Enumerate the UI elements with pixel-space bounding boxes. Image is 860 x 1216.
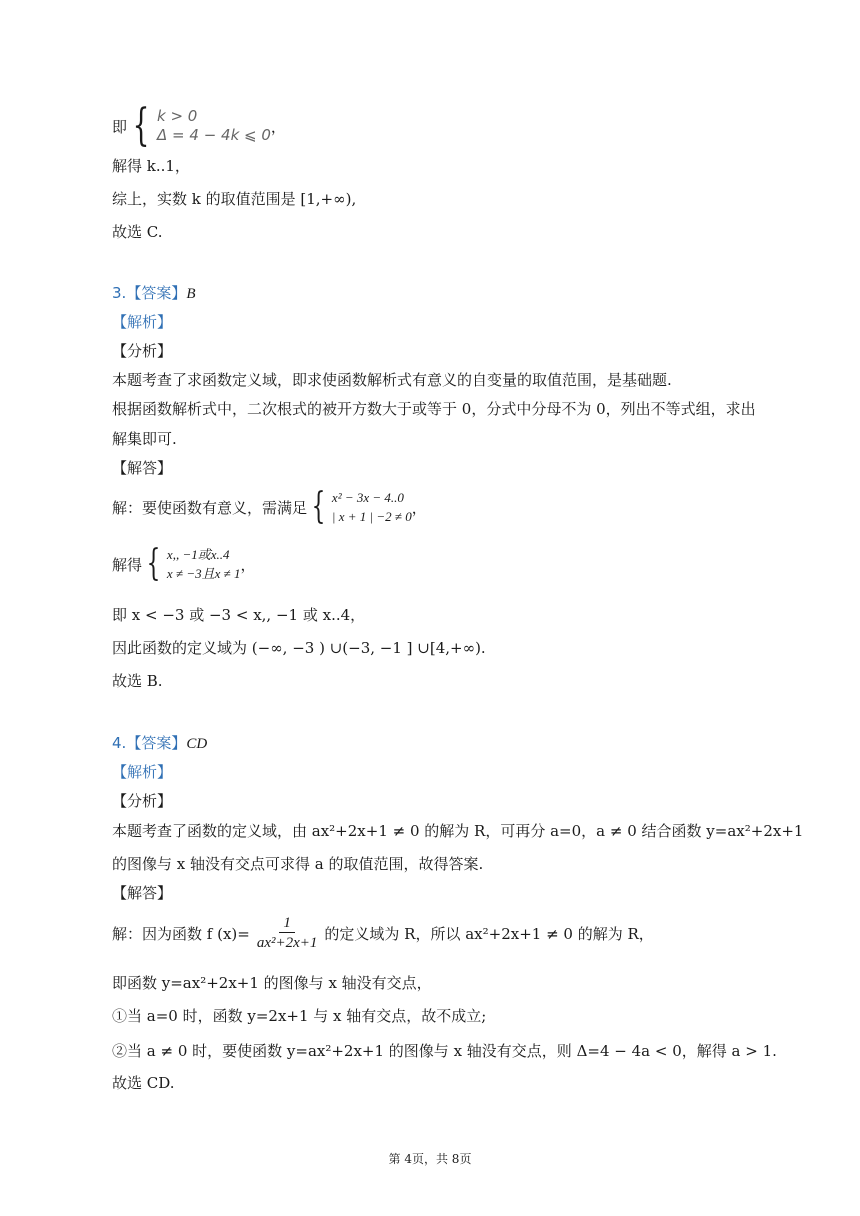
q3-jiexi: 【解析】 [112, 313, 173, 331]
q3-system1 [112, 488, 427, 526]
q4-frac-numerator: 1 [279, 914, 295, 933]
q3-sys1-suffix: ， [411, 498, 427, 517]
intro-prefix: 即 [112, 117, 128, 136]
q4-choose: 故选 CD. [112, 1074, 175, 1092]
q4-number: 4. [112, 734, 127, 752]
q3-sol-prefix: 解：要使函数有意义，需满足 [112, 498, 308, 517]
q4-line2: 即函数 y=ax²+2x+1 的图像与 x 轴没有交点， [112, 974, 432, 992]
q3-system2 [112, 545, 256, 583]
q4-analysis2: 的图像与 x 轴没有交点可求得 a 的取值范围，故得答案. [112, 855, 484, 873]
intro-line4: 故选 C. [112, 223, 163, 241]
q4-solution-line [112, 914, 654, 953]
q4-case2: ②当 a ≠ 0 时，要使函数 y=ax²+2x+1 的图像与 x 轴没有交点，则 Δ=4 − 4a < 0，解得 a > 1. [112, 1042, 777, 1060]
q3-answer-line [112, 282, 196, 305]
q3-line-domain: 因此函数的定义域为 (−∞, −3 ) ∪(−3, −1 ] ∪[4,+∞). [112, 639, 486, 657]
q3-number: 3. [112, 284, 127, 302]
q4-sol-prefix: 解：因为函数 f (x)= [112, 925, 250, 943]
q4-answer-line [112, 732, 207, 755]
q4-jieda: 【解答】 [112, 884, 173, 902]
intro-line2: 解得 k..1， [112, 157, 190, 175]
q3-sys1-row2: | x + 1 | −2 ≠ 0 [331, 509, 412, 524]
page-footer: 第 4页，共 8页 [388, 1152, 472, 1166]
q3-choose: 故选 B. [112, 672, 163, 690]
intro-line3: 综上，实数 k 的取值范围是 [1,+∞), [112, 190, 357, 208]
q4-sol-suffix: 的定义域为 R，所以 ax²+2x+1 ≠ 0 的解为 R， [324, 925, 654, 943]
q4-analysis1: 本题考查了函数的定义域，由 ax²+2x+1 ≠ 0 的解为 R，可再分 a=0，a ≠ 0 结合函数 y=ax²+2x+1 [112, 822, 804, 840]
left-brace: { [146, 543, 161, 584]
q3-system1-rows [332, 488, 412, 526]
left-brace: { [132, 100, 150, 151]
q4-jiexi: 【解析】 [112, 763, 173, 781]
q4-answer: CD [186, 736, 208, 752]
intro-sys-row2: Δ = 4 − 4k ⩽ 0 [157, 126, 271, 144]
q3-jieda: 【解答】 [112, 459, 173, 477]
q3-fenxi: 【分析】 [112, 342, 173, 360]
left-brace: { [311, 486, 326, 527]
q3-sys2-suffix: ， [240, 555, 256, 574]
q3-analysis1: 本题考查了求函数定义域，即求使函数解析式有意义的自变量的取值范围，是基础题. [112, 371, 672, 389]
q3-system2-rows [167, 545, 241, 583]
q3-answer-tag: 【答案】 [126, 284, 187, 302]
q3-sys2-row1: x,, −1或x..4 [166, 547, 230, 562]
q3-sys2-row2: x ≠ −3且x ≠ 1 [166, 566, 241, 581]
q4-answer-tag: 【答案】 [126, 734, 187, 752]
intro-sys-row1: k > 0 [157, 107, 198, 125]
intro-system [112, 100, 286, 151]
q3-line-so: 即 x < −3 或 −3 < x,, −1 或 x..4， [112, 606, 366, 624]
q3-analysis3: 解集即可. [112, 430, 177, 448]
q4-frac-denominator: ax²+2x+1 [256, 935, 318, 951]
intro-system-rows [157, 107, 271, 145]
q3-analysis2: 根据函数解析式中，二次根式的被开方数大于或等于 0，分式中分母不为 0，列出不等式组，求出 [112, 400, 756, 418]
q4-case1: ①当 a=0 时，函数 y=2x+1 与 x 轴有交点，故不成立; [112, 1007, 487, 1025]
q3-sys1-row1: x² − 3x − 4..0 [331, 490, 404, 505]
q3-sol2-prefix: 解得 [112, 555, 143, 574]
q4-fenxi: 【分析】 [112, 792, 173, 810]
q3-answer: B [186, 286, 196, 302]
intro-suffix: ， [270, 117, 286, 136]
q4-fraction [253, 914, 322, 953]
